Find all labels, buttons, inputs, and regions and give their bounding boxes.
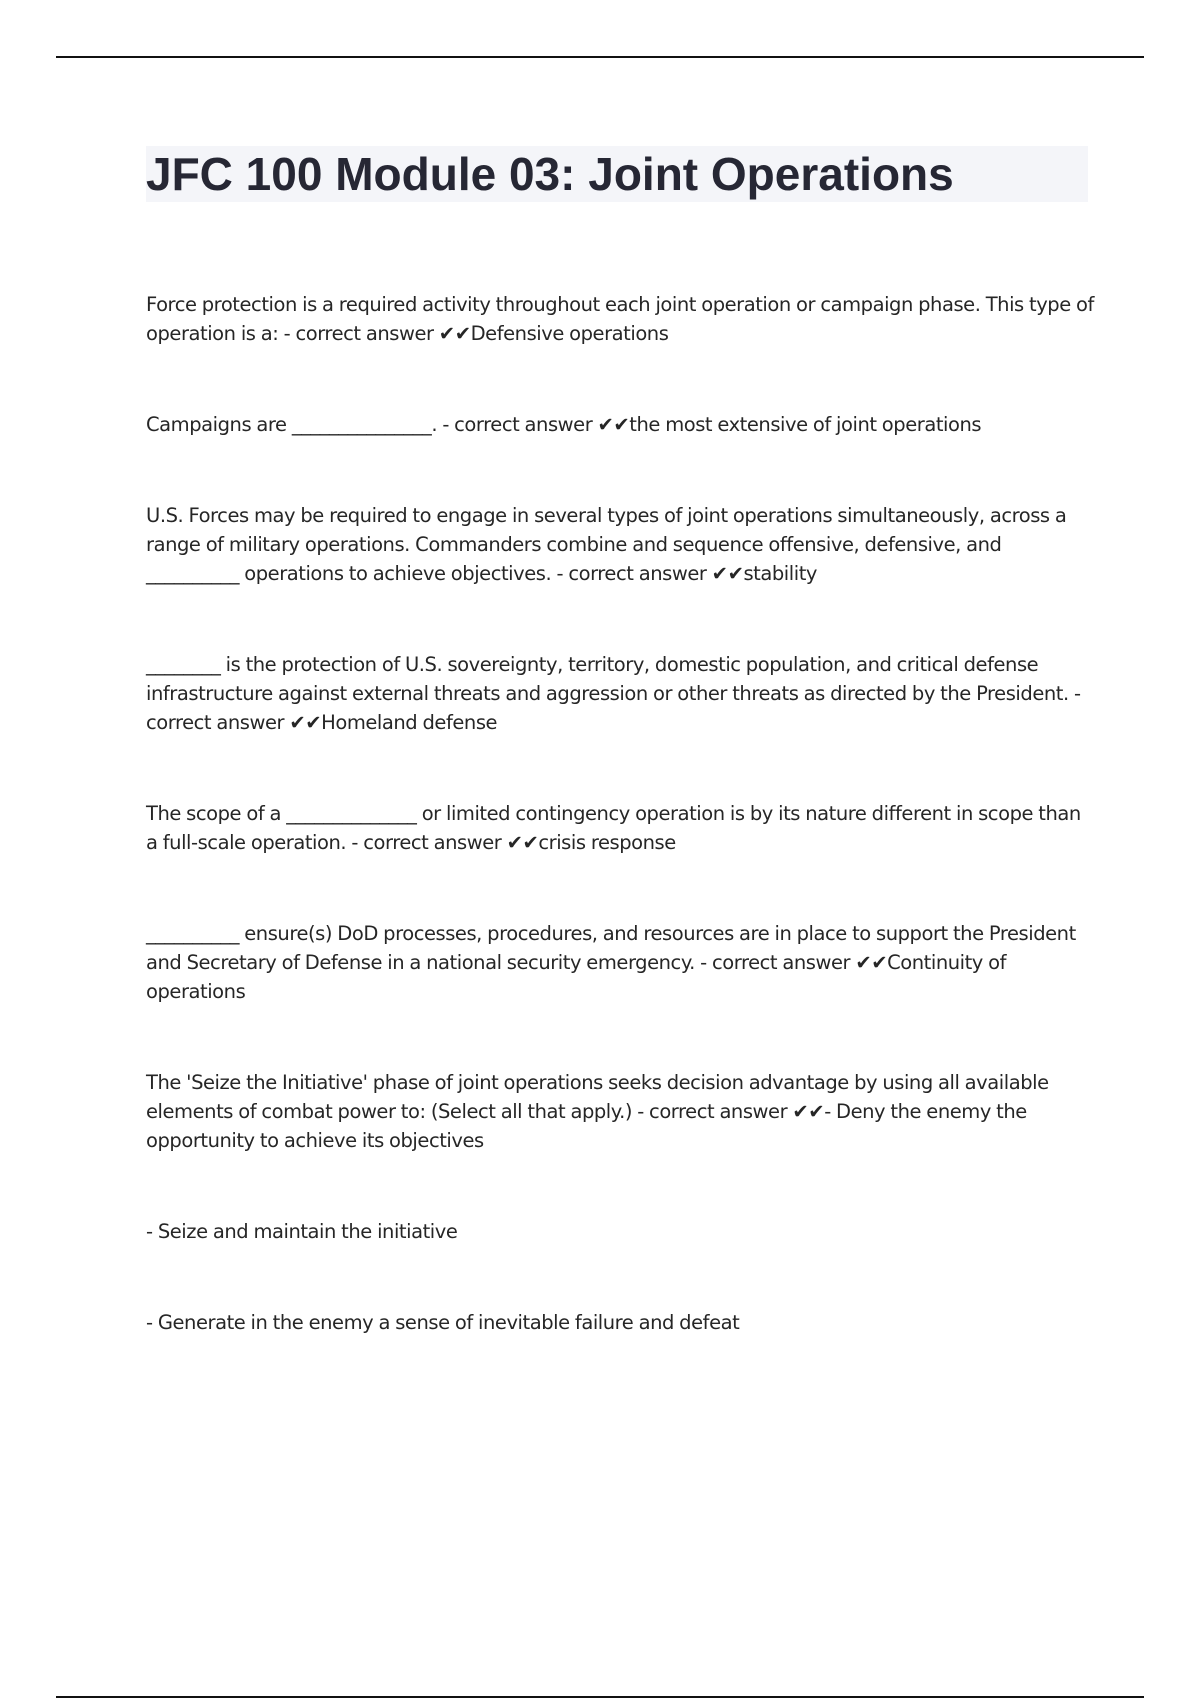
top-divider (56, 56, 1144, 58)
bottom-divider (56, 1696, 1144, 1698)
question-item-2: Campaigns are _______________. - correct answer ✔✔the most extensive of joint operations (146, 413, 982, 436)
question-list (146, 290, 1096, 1399)
question-item-1: Force protection is a required activity throughout each joint operation or campaign phase. This type of operation is a: - correct answer ✔✔Defensive operations (146, 293, 1094, 345)
question-item-5: The scope of a ______________ or limited contingency operation is by its nature different in scope than a full-scale operation. - correct answer ✔✔crisis response (146, 802, 1081, 854)
document-title: JFC 100 Module 03: Joint Operations (146, 148, 954, 200)
question-item-6: __________ ensure(s) DoD processes, procedures, and resources are in place to support the President and Secretary of Defense in a national security emergency. - correct answer ✔✔Continuity of operations (146, 922, 1076, 1003)
answer-option-2: - Seize and maintain the initiative (146, 1220, 458, 1243)
question-item-4: ________ is the protection of U.S. sovereignty, territory, domestic population, and critical defense infrastructure against external threats and aggression or other threats as directed by the President. - correct answer ✔✔Homeland defense (146, 653, 1081, 734)
answer-option-3: - Generate in the enemy a sense of inevitable failure and defeat (146, 1311, 740, 1334)
question-item-7: The 'Seize the Initiative' phase of joint operations seeks decision advantage by using all available elements of combat power to: (Select all that apply.) - correct answer ✔✔- Deny the enemy the opportunity to achieve its objectives (146, 1071, 1049, 1152)
question-item-3: U.S. Forces may be required to engage in several types of joint operations simultaneously, across a range of military operations. Commanders combine and sequence offensive, defensive, and __________ operations to achieve objectives. - correct answer ✔✔stability (146, 504, 1067, 585)
